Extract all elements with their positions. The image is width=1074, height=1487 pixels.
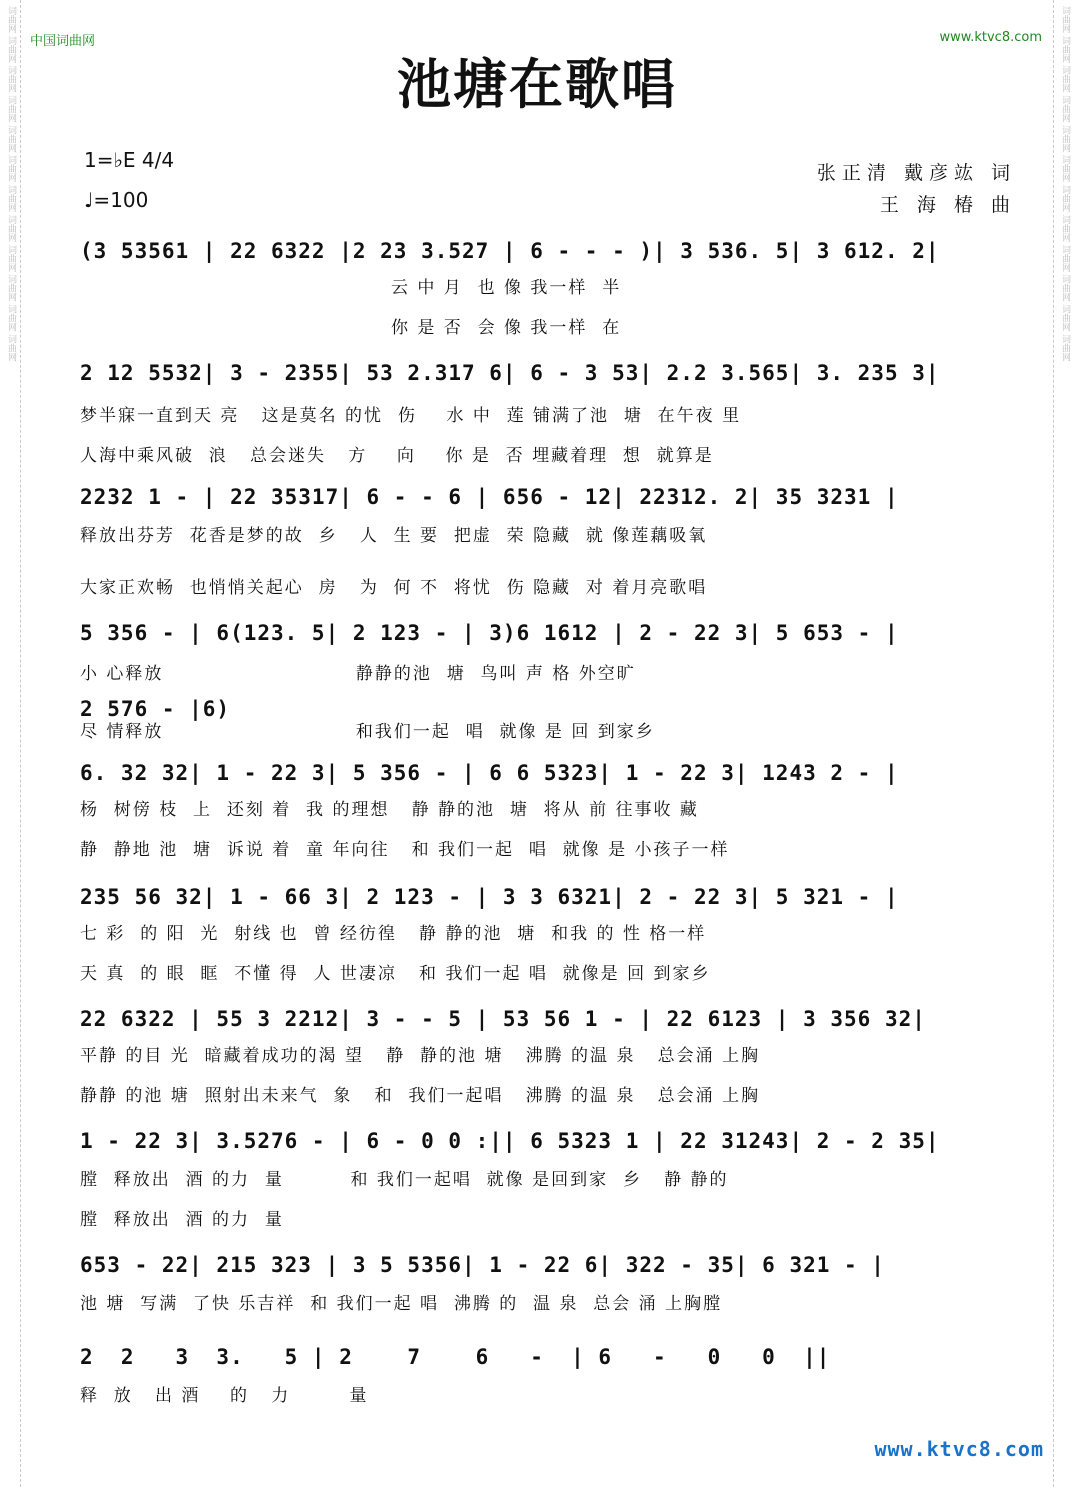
lyric-line-7a: 七 彩 的 阳 光 射线 也 曾 经彷徨 静 静的池 塘 和我 的 性 格一样	[80, 924, 707, 944]
notation-line-10: 653 - 22| 215 323 | 3 5 5356| 1 - 22 6| 322 - 35| 6 321 - |	[80, 1253, 885, 1277]
lyric-line-6b: 静 静地 池 塘 诉说 着 童 年向往 和 我们一起 唱 就像 是 小孩子一样	[80, 840, 730, 860]
notation-line-11: 2 2 3 3. 5 | 2 7 6 - | 6 - 0 0 ||	[80, 1345, 831, 1369]
left-watermark-strip	[0, 0, 21, 1487]
lyric-line-2b: 人海中乘风破 浪 总会迷失 方 向 你 是 否 埋藏着理 想 就算是	[80, 446, 714, 466]
lyric-line-5a: 尽 情释放 和我们一起 唱 就像 是 回 到家乡	[80, 722, 655, 742]
lyric-line-3a: 释放出芬芳 花香是梦的故 乡 人 生 要 把虚 荣 隐藏 就 像莲藕吸氧	[80, 526, 708, 546]
lyricist-credit: 张正清 戴彦竑 词	[816, 162, 1016, 184]
notation-line-5: 2 576 - |6)	[80, 697, 231, 721]
lyric-line-8b: 静静 的池 塘 照射出未来气 象 和 我们一起唱 沸腾 的温 泉 总会涌 上胸	[80, 1086, 761, 1106]
notation-line-9: 1 - 22 3| 3.5276 - | 6 - 0 0 :|| 6 5323 1 | 22 31243| 2 - 2 35|	[80, 1129, 940, 1153]
song-title: 池塘在歌唱	[397, 52, 677, 116]
lyric-line-7b: 天 真 的 眼 眶 不懂 得 人 世凄凉 和 我们一起 唱 就像是 回 到家乡	[80, 964, 711, 984]
right-watermark-strip	[1053, 0, 1074, 1487]
lyric-line-9a: 膛 释放出 酒 的力 量 和 我们一起唱 就像 是回到家 乡 静 静的	[80, 1170, 729, 1190]
lyric-line-3b: 大家正欢畅 也悄悄关起心 房 为 何 不 将忧 伤 隐藏 对 着月亮歌唱	[80, 578, 708, 598]
lyric-line-6a: 杨 树傍 枝 上 还刻 着 我 的理想 静 静的池 塘 将从 前 往事收 藏	[80, 800, 699, 820]
site-name-left: 中国词曲网	[30, 34, 96, 49]
footer-site-url[interactable]: www.ktvc8.com	[874, 1437, 1044, 1461]
lyric-line-10a: 池 塘 写满 了快 乐吉祥 和 我们一起 唱 沸腾 的 温 泉 总会 涌 上胸膛	[80, 1294, 723, 1314]
notation-line-2: 2 12 5532| 3 - 2355| 53 2.317 6| 6 - 3 53| 2.2 3.565| 3. 235 3|	[80, 361, 940, 385]
right-watermark-text: 词曲网 词曲网 词曲网 词曲网 词曲网 词曲网 词曲网 词曲网 词曲网 词曲网 词曲网 词曲网	[1060, 6, 1070, 362]
lyric-line-9b: 膛 释放出 酒 的力 量	[80, 1210, 284, 1230]
tempo-marking: ♩=100	[84, 188, 149, 212]
lyric-line-1b: 你 是 否 会 像 我一样 在	[80, 318, 622, 338]
lyric-line-8a: 平静 的目 光 暗藏着成功的渴 望 静 静的池 塘 沸腾 的温 泉 总会涌 上胸	[80, 1046, 761, 1066]
notation-line-1: (3 53561 | 22 6322 |2 23 3.527 | 6 - - - )| 3 536. 5| 3 612. 2|	[80, 239, 940, 263]
notation-line-8: 22 6322 | 55 3 2212| 3 - - 5 | 53 56 1 - | 22 6123 | 3 356 32|	[80, 1007, 926, 1031]
notation-line-4: 5 356 - | 6(123. 5| 2 123 - | 3)6 1612 | 2 - 22 3| 5 653 - |	[80, 621, 899, 645]
lyric-line-2a: 梦半寐一直到天 亮 这是莫名 的忧 伤 水 中 莲 铺满了池 塘 在午夜 里	[80, 406, 742, 426]
notation-line-6: 6. 32 32| 1 - 22 3| 5 356 - | 6 6 5323| 1 - 22 3| 1243 2 - |	[80, 761, 899, 785]
lyric-line-11a: 释 放 出 酒 的 力 量	[80, 1386, 369, 1406]
lyric-line-4a: 小 心释放 静静的池 塘 鸟叫 声 格 外空旷	[80, 664, 636, 684]
notation-line-7: 235 56 32| 1 - 66 3| 2 123 - | 3 3 6321| 2 - 22 3| 5 321 - |	[80, 885, 899, 909]
key-signature: 1=♭E 4/4	[84, 148, 175, 172]
notation-line-3: 2232 1 - | 22 35317| 6 - - 6 | 656 - 12| 22312. 2| 35 3231 |	[80, 485, 899, 509]
lyric-line-1a: 云 中 月 也 像 我一样 半	[80, 278, 622, 298]
left-watermark-text: 词曲网 词曲网 词曲网 词曲网 词曲网 词曲网 词曲网 词曲网 词曲网 词曲网 词曲网 词曲网	[6, 6, 16, 362]
site-url-right[interactable]: www.ktvc8.com	[939, 30, 1042, 45]
composer-credit: 王 海 椿 曲	[879, 194, 1016, 216]
